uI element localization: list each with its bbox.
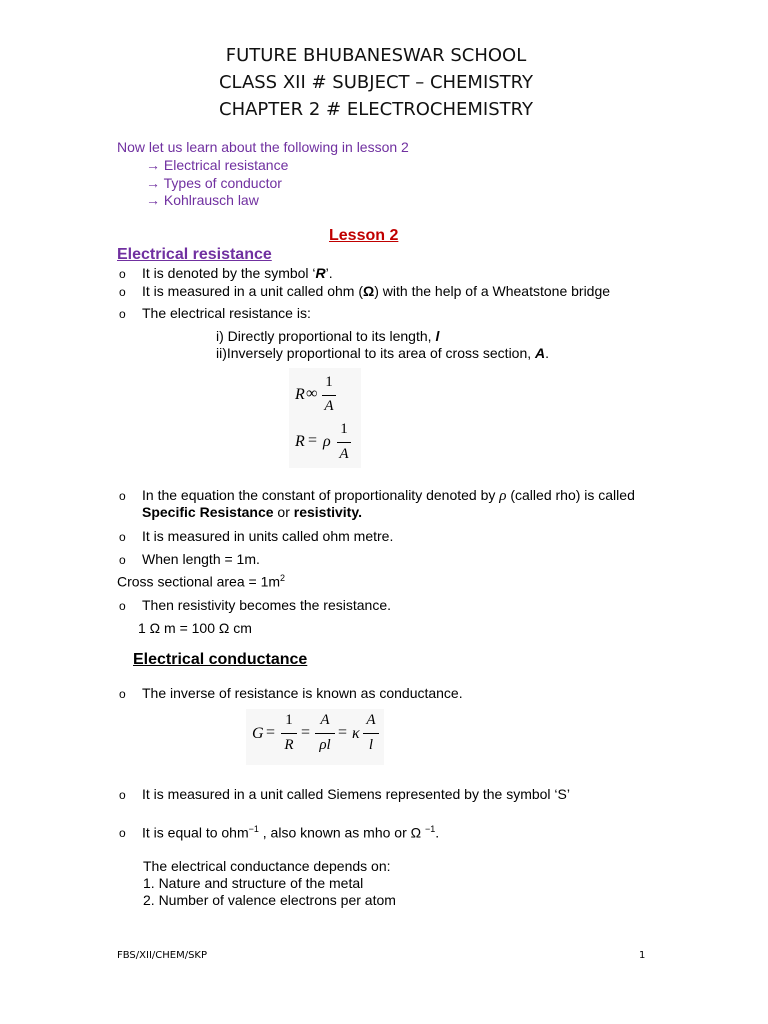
bullet-icon: o [119, 307, 126, 321]
bullet-icon: o [119, 530, 126, 544]
bullet-icon: o [119, 826, 126, 840]
resistance-heading: Electrical resistance [117, 246, 272, 263]
unit-conversion: 1 Ω m = 100 Ω cm [138, 620, 252, 636]
bullet-ohm-metre: It is measured in units called ohm metre. [142, 528, 394, 544]
bullet-icon: o [119, 553, 126, 567]
cross-sectional-area: Cross sectional area = $1m^2$ [117, 573, 286, 590]
class-subject: CLASS XII # SUBJECT – CHEMISTRY [218, 72, 534, 93]
bullet-mho: It is equal to ohm$^{-1}$ , also known as mho or Ω $^{-1}$. [142, 824, 440, 841]
proportional-area: ii)Inversely proportional to its area of cross section, A. [216, 345, 550, 361]
bullet-resistance-is: The electrical resistance is: [142, 305, 311, 321]
bullet-icon: o [119, 489, 126, 503]
depends-on: The electrical conductance depends on: [143, 858, 391, 874]
depends-item-1: 1. Nature and structure of the metal [143, 875, 364, 891]
bullet-icon: o [119, 599, 126, 613]
bullet-conductance-inverse: The inverse of resistance is known as conductance. [142, 685, 463, 701]
specific-resistance: Specific Resistance or resistivity. [142, 504, 362, 520]
fraction-bar [315, 733, 335, 734]
fraction-bar [363, 733, 379, 734]
intro-item-3: → Kohlrausch law [146, 192, 259, 208]
depends-item-2: 2. Number of valence electrons per atom [143, 892, 396, 908]
bullet-length: When length = 1m. [142, 551, 260, 567]
bullet-resistivity: Then resistivity becomes the resistance. [142, 597, 391, 613]
fraction-bar [281, 733, 297, 734]
chapter-title: CHAPTER 2 # ELECTROCHEMISTRY [219, 99, 533, 120]
intro-item-1: → Electrical resistance [146, 157, 289, 173]
resistance-formula: R ∞ 1 A R = ρ 1 A [289, 368, 361, 468]
proportional-length: i) Directly proportional to its length, l [216, 328, 440, 344]
school-name: FUTURE BHUBANESWAR SCHOOL [225, 45, 527, 66]
bullet-symbol-r: It is denoted by the symbol ‘R’. [142, 265, 333, 281]
conductance-formula: G = 1 R = A ρl = κ A l [246, 709, 384, 765]
lesson-title: Lesson 2 [329, 227, 399, 244]
bullet-rho: In the equation the constant of proportionality denoted by ρ (called rho) is called [142, 487, 635, 504]
bullet-icon: o [119, 788, 126, 802]
intro-text: Now let us learn about the following in lesson 2 [117, 139, 409, 155]
fraction-bar [322, 395, 336, 396]
footer-code: FBS/XII/CHEM/SKP [117, 950, 208, 961]
intro-item-2: → Types of conductor [146, 175, 282, 191]
page-number: 1 [639, 950, 646, 961]
bullet-ohm: It is measured in a unit called ohm (Ω) with the help of a Wheatstone bridge [142, 283, 611, 299]
fraction-bar [337, 442, 351, 443]
bullet-icon: o [119, 285, 126, 299]
bullet-icon: o [119, 267, 126, 281]
conductance-heading: Electrical conductance [133, 651, 308, 668]
bullet-siemens: It is measured in a unit called Siemens represented by the symbol ‘S’ [142, 786, 570, 802]
bullet-icon: o [119, 687, 126, 701]
